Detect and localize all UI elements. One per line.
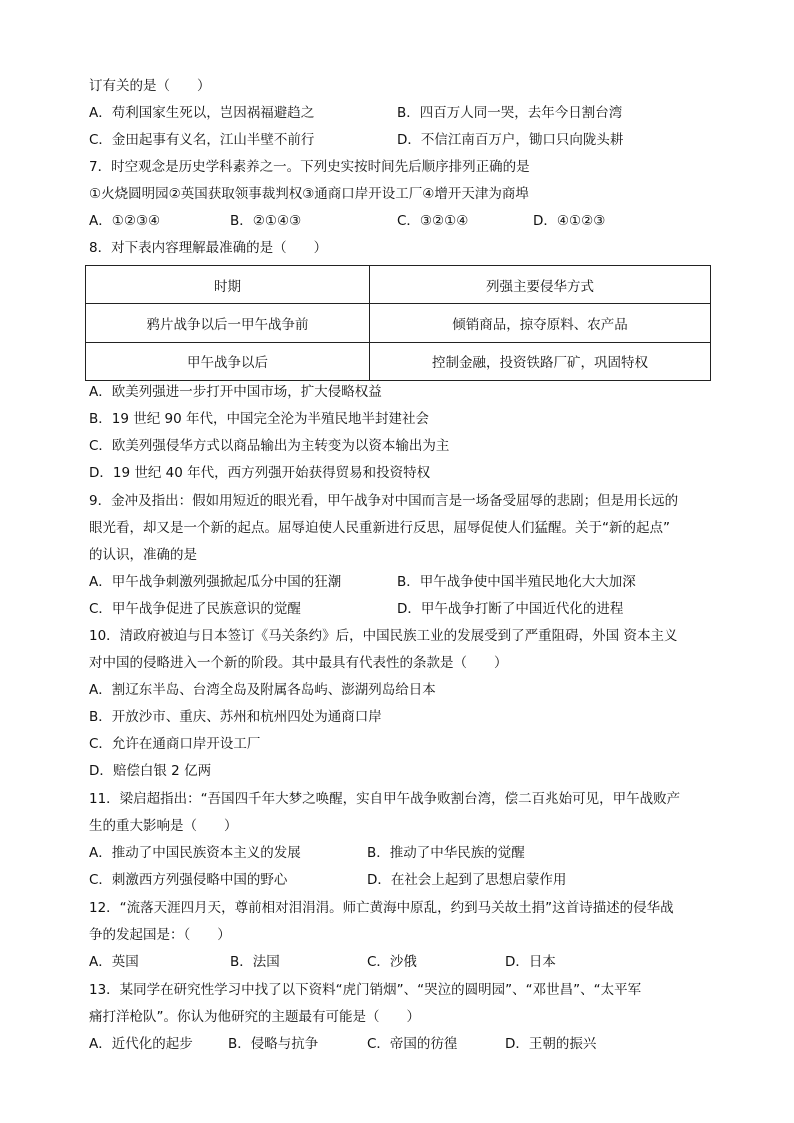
question-9: 9．金冲及指出：假如用短近的眼光看，甲午战争对中国而言是一场备受屈辱的悲剧；但是用长远的 xyxy=(89,493,679,509)
q9-option-a: A．甲午战争刺激列强掀起瓜分中国的狂潮 xyxy=(89,574,342,590)
table-row xyxy=(86,304,711,342)
question-9-cont: 的认识，准确的是 xyxy=(89,547,197,563)
q12-option-a: A．英国 xyxy=(89,954,139,970)
question-13: 13．某同学在研究性学习中找了以下资料“虎门销烟”、“哭泣的圆明园”、“邓世昌”、“太平军 xyxy=(89,982,642,998)
q7-option-d: D．④①②③ xyxy=(533,213,606,229)
q8-option-c: C．欧美列强侵华方式以商品输出为主转变为以资本输出为主 xyxy=(89,438,450,454)
question-8: 8．对下表内容理解最准确的是（ ） xyxy=(89,240,328,256)
q8-option-d: D．19 世纪 40 年代，西方列强开始获得贸易和投资特权 xyxy=(89,465,431,481)
q7-option-a: A．①②③④ xyxy=(89,213,161,229)
q7-option-c: C．③②①④ xyxy=(397,213,469,229)
table-header-cell: 时期 xyxy=(86,266,370,304)
q7-option-b: B．②①④③ xyxy=(230,213,302,229)
table-header-cell: 列强主要侵华方式 xyxy=(370,266,711,304)
table-cell: 倾销商品，掠夺原料、农产品 xyxy=(370,304,711,342)
q12-option-b: B．法国 xyxy=(230,954,280,970)
question-11-cont: 生的重大影响是（ ） xyxy=(89,818,238,834)
q9-option-c: C．甲午战争促进了民族意识的觉醒 xyxy=(89,601,301,617)
q11-option-a: A．推动了中国民族资本主义的发展 xyxy=(89,845,301,861)
question-10: 10．清政府被迫与日本签订《马关条约》后，中国民族工业的发展受到了严重阻碍，外国 资本主义 xyxy=(89,628,678,644)
q13-option-c: C．帝国的彷徨 xyxy=(367,1036,458,1052)
q9-option-b: B．甲午战争使中国半殖民地化大大加深 xyxy=(397,574,636,590)
option-c: C．金田起事有义名，江山半壁不前行 xyxy=(89,132,315,148)
question-7: 7．时空观念是历史学科素养之一。下列史实按时间先后顺序排列正确的是 xyxy=(89,159,530,175)
q13-option-d: D．王朝的振兴 xyxy=(505,1036,597,1052)
q10-option-d: D．赔偿白银 2 亿两 xyxy=(89,763,212,779)
question-13-cont: 痛打洋枪队”。你认为他研究的主题最有可能是（ ） xyxy=(89,1009,420,1025)
question-10-cont: 对中国的侵略进入一个新的阶段。其中最具有代表性的条款是（ ） xyxy=(89,655,508,671)
aggression-table xyxy=(85,265,711,381)
q8-option-b: B．19 世纪 90 年代，中国完全沦为半殖民地半封建社会 xyxy=(89,411,429,427)
option-d: D．不信江南百万户，锄口只向陇头耕 xyxy=(397,132,624,148)
q12-option-c: C．沙俄 xyxy=(367,954,417,970)
table-row xyxy=(86,342,711,380)
question-12-cont: 争的发起国是：（ ） xyxy=(89,927,231,943)
option-a: A．苟利国家生死以，岂因祸福避趋之 xyxy=(89,105,315,121)
question-12: 12．“流落天涯四月天，尊前相对泪涓涓。师亡黄海中原乱，约到马关故土捐”这首诗描述的侵华战 xyxy=(89,900,674,916)
q10-option-b: B．开放沙市、重庆、苏州和杭州四处为通商口岸 xyxy=(89,709,382,725)
table-cell: 控制金融，投资铁路厂矿，巩固特权 xyxy=(370,342,711,380)
q11-option-b: B．推动了中华民族的觉醒 xyxy=(367,845,525,861)
table-header-row xyxy=(86,266,711,304)
question-9-cont: 眼光看，却又是一个新的起点。屈辱迫使人民重新进行反思，屈辱促使人们猛醒。关于“新的起点” xyxy=(89,520,670,536)
q11-option-c: C．刺激西方列强侵略中国的野心 xyxy=(89,872,288,888)
table-cell: 甲午战争以后 xyxy=(86,342,370,380)
q10-option-c: C．允许在通商口岸开设工厂 xyxy=(89,736,261,752)
q12-option-d: D．日本 xyxy=(505,954,556,970)
option-b: B．四百万人同一哭，去年今日割台湾 xyxy=(397,105,623,121)
q10-option-a: A．割辽东半岛、台湾全岛及附属各岛屿、澎湖列岛给日本 xyxy=(89,682,436,698)
q8-option-a: A．欧美列强进一步打开中国市场，扩大侵略权益 xyxy=(89,384,382,400)
q11-option-d: D．在社会上起到了思想启蒙作用 xyxy=(367,872,567,888)
q13-option-b: B．侵略与抗争 xyxy=(228,1036,319,1052)
q13-option-a: A．近代化的起步 xyxy=(89,1036,193,1052)
question-7-items: ①火烧圆明园②英国获取领事裁判权③通商口岸开设工厂④增开天津为商埠 xyxy=(89,186,529,202)
q9-option-d: D．甲午战争打断了中国近代化的进程 xyxy=(397,601,624,617)
line-continuation: 订有关的是（ ） xyxy=(89,78,211,94)
question-11: 11．梁启超指出：“吾国四千年大梦之唤醒，实自甲午战争败割台湾，偿二百兆始可见，甲午战败产 xyxy=(89,791,681,807)
table-cell: 鸦片战争以后一甲午战争前 xyxy=(86,304,370,342)
